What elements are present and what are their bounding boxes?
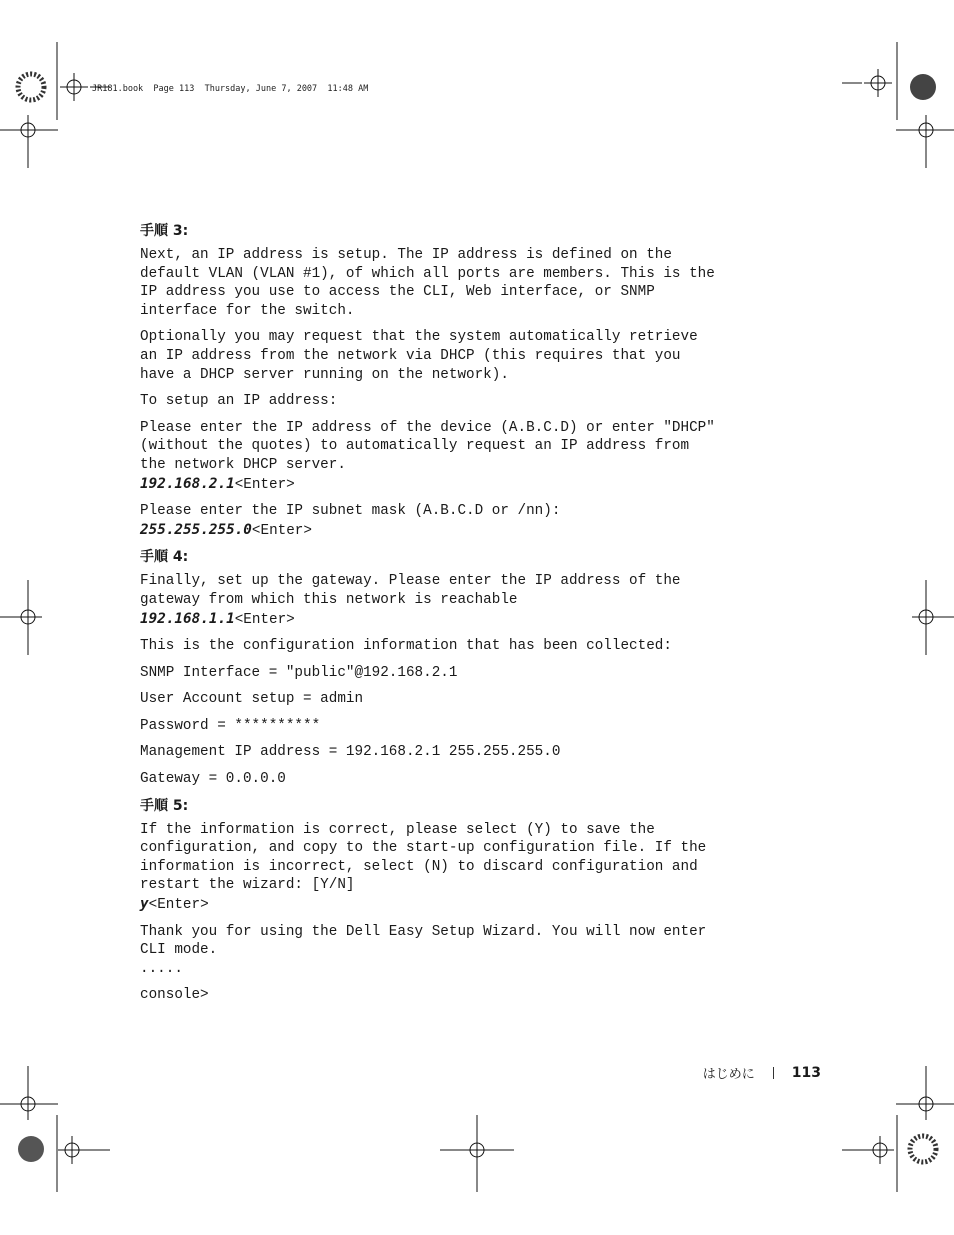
prompt-text: Please enter the IP address of the device (A.B.C.D) or enter "DHCP" (without the quotes) to automatically request an IP address from the network DHCP server. [140, 419, 715, 473]
enter-key: <Enter> [234, 611, 295, 628]
config-line: Gateway = 0.0.0.0 [140, 771, 286, 788]
paragraph: Optionally you may request that the system automatically retrieve an IP address from the network via DHCP (this requires that you have a DHCP server running on the network). [140, 329, 698, 383]
prompt-gateway [140, 572, 780, 629]
page-body [140, 222, 780, 1013]
config-line: User Account setup = admin [140, 691, 364, 708]
config-line: Password = ********** [140, 717, 321, 734]
config-line: Management IP address = 192.168.2.1 255.255.255.0 [140, 744, 561, 761]
prompt-subnet-mask [140, 502, 780, 540]
step-5-heading: 手順 5: [140, 797, 189, 814]
user-input: 192.168.1.1 [140, 610, 235, 627]
enter-key: <Enter> [234, 476, 295, 493]
prompt-text: Please enter the IP subnet mask (A.B.C.D or /nn): [140, 503, 561, 520]
prompt-text: If the information is correct, please select (Y) to save the configuration, and copy to the start-up configuration file. If the information is incorrect, select (N) to discard configuration and restart the wizard: [Y/N] [140, 821, 707, 894]
paragraph: To setup an IP address: [140, 393, 338, 410]
step-4-heading: 手順 4: [140, 549, 189, 566]
config-line: SNMP Interface = "public"@192.168.2.1 [140, 664, 458, 681]
paragraph: Thank you for using the Dell Easy Setup Wizard. You will now enter CLI mode. ..... [140, 923, 707, 977]
page-footer [703, 1063, 821, 1082]
prompt-save [140, 821, 780, 915]
user-input: 255.255.255.0 [140, 521, 252, 538]
paragraph: Next, an IP address is setup. The IP address is defined on the default VLAN (VLAN #1), of which all ports are members. This is the IP address you use to access the CLI, Web interface, or SNMP interface for the switch. [140, 247, 715, 319]
section-title: はじめに [702, 1067, 755, 1082]
step-3-heading: 手順 3: [140, 223, 189, 239]
paragraph: This is the configuration information that has been collected: [140, 638, 672, 655]
prompt-ip-address [140, 419, 780, 494]
console-prompt: console> [140, 987, 209, 1004]
running-header: JR181.book Page 113 Thursday, June 7, 2007 11:48 AM [92, 84, 369, 94]
user-input: 192.168.2.1 [140, 475, 235, 492]
enter-key: <Enter> [251, 522, 312, 539]
enter-key: <Enter> [148, 897, 209, 914]
prompt-text: Finally, set up the gateway. Please enter the IP address of the gateway from which this network is reachable [140, 573, 681, 608]
user-input: y [140, 896, 149, 913]
footer-divider [773, 1067, 774, 1079]
page-number: 113 [791, 1064, 821, 1081]
